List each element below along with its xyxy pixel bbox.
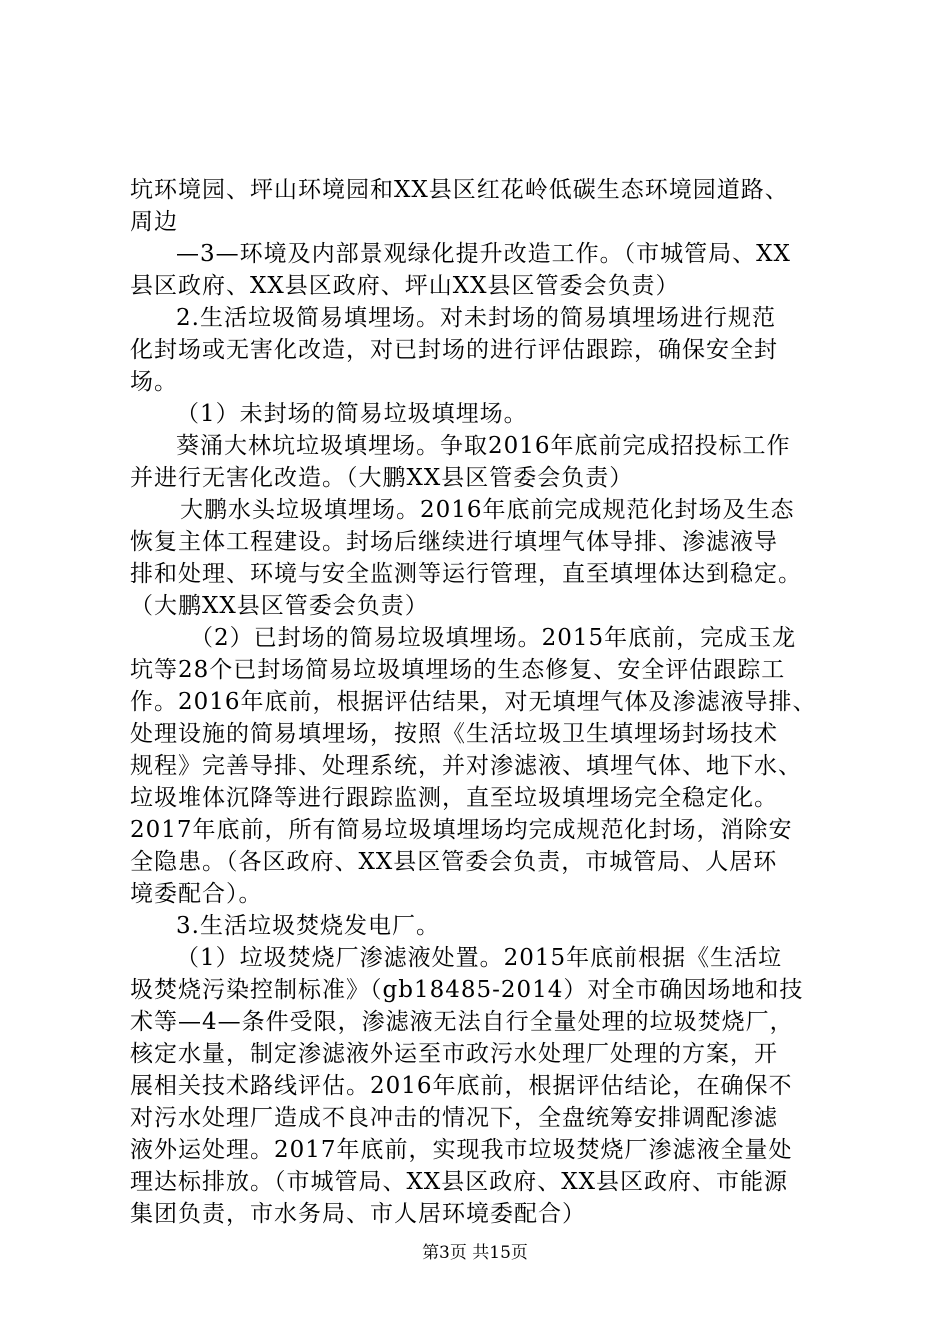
text-line: 境委配合）。 — [130, 881, 263, 907]
text-line: 理达标排放。（市城管局、XX县区政府、XX县区政府、市能源 — [130, 1169, 788, 1195]
text-line: 处理设施的简易填埋场，按照《生活垃圾卫生填埋场封场技术 — [130, 721, 778, 747]
text-line: 集团负责，市水务局、市人居环境委配合） — [130, 1201, 586, 1227]
document-body — [130, 174, 830, 1230]
text-line: 排和处理、环境与安全监测等运行管理，直至填埋体达到稳定。 — [130, 561, 802, 587]
text-line: 并进行无害化改造。（大鹏XX县区管委会负责） — [130, 465, 634, 491]
text-line: 规程》完善导排、处理系统，并对渗滤液、填埋气体、地下水、 — [130, 753, 802, 779]
text-line: 大鹏水头垃圾填埋场。2016年底前完成规范化封场及生态 — [180, 497, 795, 523]
text-line: 全隐患。（各区政府、XX县区管委会负责，市城管局、人居环 — [130, 849, 778, 875]
text-line: 葵涌大林坑垃圾填埋场。争取2016年底前完成招投标工作 — [176, 433, 791, 459]
text-line: 液外运处理。2017年底前，实现我市垃圾焚烧厂渗滤液全量处 — [130, 1137, 793, 1163]
text-line: （2）已封场的简易垃圾填埋场。2015年底前，完成玉龙 — [190, 625, 797, 651]
text-line: 圾焚烧污染控制标准》（gb18485-2014）对全市确因场地和技 — [130, 977, 804, 1003]
text-line: 场。 — [130, 369, 178, 395]
text-line: 2017年底前，所有简易垃圾填埋场均完成规范化封场，消除安 — [130, 817, 793, 843]
text-line: 3.生活垃圾焚烧发电厂。 — [176, 913, 440, 939]
text-line: 恢复主体工程建设。封场后继续进行填埋气体导排、渗滤液导 — [130, 529, 778, 555]
text-line: 坑环境园、坪山环境园和XX县区红花岭低碳生态环境园道路、 — [130, 177, 789, 203]
text-line: —3—环境及内部景观绿化提升改造工作。（市城管局、XX — [176, 241, 791, 267]
text-line: 县区政府、XX县区政府、坪山XX县区管委会负责） — [130, 273, 680, 299]
text-line: 对污水处理厂造成不良冲击的情况下，全盘统筹安排调配渗滤 — [130, 1105, 778, 1131]
text-line: 垃圾堆体沉降等进行跟踪监测，直至垃圾填埋场完全稳定化。 — [130, 785, 778, 811]
text-line: 化封场或无害化改造，对已封场的进行评估跟踪，确保安全封 — [130, 337, 778, 363]
text-line: （1）垃圾焚烧厂渗滤液处置。2015年底前根据《生活垃 — [176, 945, 783, 971]
text-line: 坑等28个已封场简易垃圾填埋场的生态修复、安全评估跟踪工 — [130, 657, 786, 683]
text-line: 术等—4—条件受限，渗滤液无法自行全量处理的垃圾焚烧厂， — [130, 1009, 794, 1035]
text-line: （1）未封场的简易垃圾填埋场。 — [176, 401, 528, 427]
text-line: 2.生活垃圾简易填埋场。对未封场的简易填埋场进行规范 — [176, 305, 776, 331]
text-line: 作。2016年底前，根据评估结果，对无填埋气体及渗滤液导排、 — [130, 689, 817, 715]
text-line: 周边 — [130, 209, 178, 235]
text-line: （大鹏XX县区管委会负责） — [130, 593, 429, 619]
text-line: 核定水量，制定渗滤液外运至市政污水处理厂处理的方案，开 — [130, 1041, 778, 1067]
text-line: 展相关技术路线评估。2016年底前，根据评估结论，在确保不 — [130, 1073, 793, 1099]
page-footer: 第3页 共15页 — [422, 1243, 528, 1263]
